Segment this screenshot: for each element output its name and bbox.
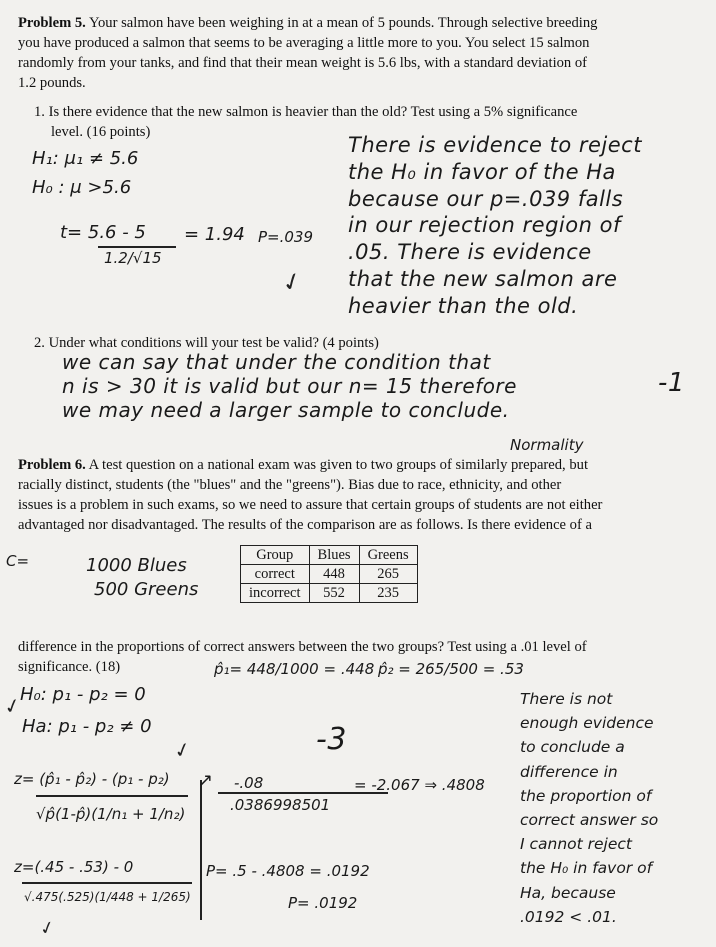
arrow-icon: ↗ xyxy=(198,770,214,791)
table-cell: 552 xyxy=(309,584,359,603)
p6-answer-line-7: I cannot reject xyxy=(520,835,633,854)
table-cell: 265 xyxy=(359,565,417,584)
table-header: Blues xyxy=(309,546,359,565)
p6-answer-line-3: to conclude a xyxy=(520,738,625,757)
frac-denominator: .0386998501 xyxy=(230,796,331,814)
z-formula-bar xyxy=(36,795,188,797)
q2-answer-line-3: we may need a larger sample to conclude. xyxy=(62,398,510,422)
q2-answer xyxy=(62,350,517,422)
q1-answer-line-4: in our rejection region of xyxy=(348,213,621,238)
z-formula-numerator: z= (p̂₁ - p̂₂) - (p₁ - p₂) xyxy=(14,770,170,788)
problem6-heading: Problem 6. xyxy=(18,457,86,473)
table-header-row xyxy=(241,546,418,565)
problem5-line-3: randomly from your tanks, and find that their mean weight is 5.6 lbs, with a standard deviation of xyxy=(18,55,588,71)
q2-question: 2. Under what conditions will your test be valid? (4 points) xyxy=(34,335,379,351)
p6-answer-line-5: the proportion of xyxy=(520,786,652,805)
work-divider-line xyxy=(200,780,202,920)
problem6-after-line-2: significance. (18) xyxy=(18,659,121,675)
z-sub-bar xyxy=(22,882,192,884)
p6-answer xyxy=(520,687,658,929)
problem6-line-3: issues is a problem in such exams, so we need to assure that certain groups of students are not either xyxy=(18,497,603,513)
q1-answer-line-2: the H₀ in favor of the Ha xyxy=(348,159,616,184)
p6-deduction-mark: -3 xyxy=(316,722,347,757)
problem6-line-4: advantaged nor disadvantaged. The results of the comparison are as follows. Is there evidence of a xyxy=(18,517,592,533)
q1-fraction-bar xyxy=(98,246,176,248)
margin-c-label: C= xyxy=(6,552,30,570)
q2-grader-note: Normality xyxy=(510,436,584,454)
checkmark-icon: ✓ xyxy=(1,692,24,720)
checkmark-icon: ✓ xyxy=(171,736,194,764)
problem5-heading: Problem 5. xyxy=(18,15,86,31)
q2-answer-line-2: n is > 30 it is valid but our n= 15 therefore xyxy=(62,374,517,398)
p6-h0: H₀: p₁ - p₂ = 0 xyxy=(20,684,146,705)
table-row xyxy=(241,565,418,584)
problem6-text xyxy=(18,455,708,535)
q1-answer-line-5: .05. There is evidence xyxy=(348,240,592,265)
problem5-line-4: 1.2 pounds. xyxy=(18,75,86,91)
problem5-line-1: Your salmon have been weighing in at a mean of 5 pounds. Through selective breeding xyxy=(88,15,598,31)
p-final: P= .0192 xyxy=(288,894,358,912)
q1-answer-line-7: heavier than the old. xyxy=(348,293,579,318)
table-cell: 235 xyxy=(359,584,417,603)
frac-numerator: -.08 xyxy=(234,774,264,792)
problem6-line-1: A test question on a national exam was given to two groups of similarly prepared, but xyxy=(88,457,589,473)
q1-answer-line-6: that the new salmon are xyxy=(348,266,618,291)
q1-answer-line-1: There is evidence to reject xyxy=(348,133,642,157)
p-calc: P= .5 - .4808 = .0192 xyxy=(206,862,370,880)
q1-answer-line-3: because our p=.039 falls xyxy=(348,186,624,211)
p6-answer-line-1: There is not xyxy=(520,690,613,708)
p6-answer-line-10: .0192 < .01. xyxy=(520,907,617,926)
table-header: Greens xyxy=(359,546,417,565)
p6-answer-line-6: correct answer so xyxy=(520,811,659,830)
problem5-line-2: you have produced a salmon that seems to be averaging a little more to you. You select 15 salmon xyxy=(18,35,590,51)
problem6-line-2: racially distinct, students (the "blues" and the "greens"). Bias due to race, ethnicity, and other xyxy=(18,477,562,493)
q1-line-1: 1. Is there evidence that the new salmon is heavier than the old? Test using a 5% significance xyxy=(34,104,578,120)
p1-hat-calc: p̂₁= 448/1000 = .448 xyxy=(214,660,375,678)
q1-t-numerator: t= 5.6 - 5 xyxy=(60,222,146,243)
q2-answer-line-1: we can say that under the condition that xyxy=(62,350,491,374)
z-formula-denominator: √p̂(1-p̂)(1/n₁ + 1/n₂) xyxy=(36,805,186,823)
p6-answer-line-4: difference in xyxy=(520,762,618,781)
results-table xyxy=(240,545,418,603)
p6-answer-line-2: enough evidence xyxy=(520,714,654,733)
p6-ha: Ha: p₁ - p₂ ≠ 0 xyxy=(22,716,152,737)
table-cell: incorrect xyxy=(241,584,310,603)
table-header: Group xyxy=(241,546,310,565)
z-sub-denominator: √.475(.525)(1/448 + 1/265) xyxy=(24,890,191,904)
checkmark-icon: ✓ xyxy=(37,916,58,941)
q1-t-denominator: 1.2/√15 xyxy=(104,249,162,267)
z-sub-numerator: z=(.45 - .53) - 0 xyxy=(14,858,134,876)
checkmark-icon: ✓ xyxy=(277,265,307,299)
q1-line-2: level. (16 points) xyxy=(51,124,151,140)
q1-p-value: P=.039 xyxy=(258,228,314,246)
q1-answer xyxy=(348,132,642,320)
p6-answer-line-9: Ha, because xyxy=(520,883,616,902)
table-cell: correct xyxy=(241,565,310,584)
count-greens: 500 Greens xyxy=(94,579,199,600)
p6-answer-line-8: the H₀ in favor of xyxy=(520,859,653,878)
problem5-text xyxy=(18,13,698,93)
q2-deduction-mark: -1 xyxy=(658,368,685,398)
z-result: = -2.067 ⇒ .4808 xyxy=(354,776,485,794)
table-cell: 448 xyxy=(309,565,359,584)
q1-h1: H₁: μ₁ ≠ 5.6 xyxy=(32,148,139,169)
q1-t-result: = 1.94 xyxy=(184,224,245,245)
problem6-after-line-1: difference in the proportions of correct answers between the two groups? Test using a .01 level of xyxy=(18,639,587,655)
p2-hat-calc: p̂₂ = 265/500 = .53 xyxy=(378,660,524,678)
q1-h0: H₀ : μ >5.6 xyxy=(32,177,132,198)
count-blues: 1000 Blues xyxy=(86,555,187,576)
table-row xyxy=(241,584,418,603)
